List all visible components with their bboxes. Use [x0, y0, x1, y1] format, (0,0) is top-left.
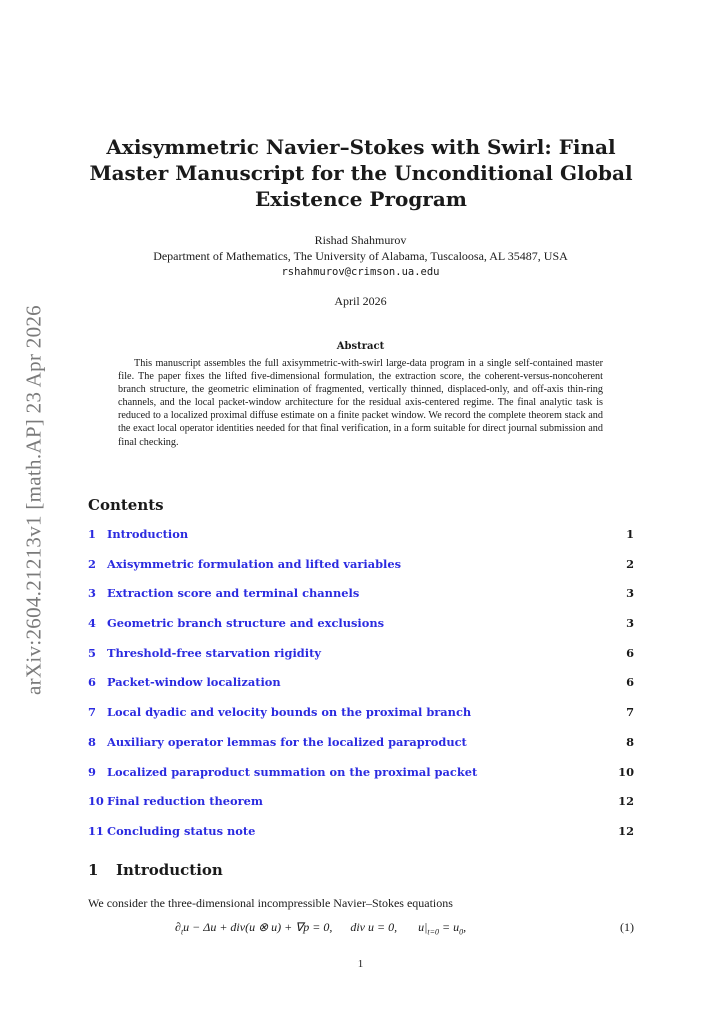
- toc-entry[interactable]: [88, 527, 634, 557]
- toc-title[interactable]: Final reduction theorem: [107, 794, 263, 809]
- section-heading: [88, 861, 223, 879]
- toc-entry[interactable]: [88, 824, 634, 854]
- toc-number: 5: [88, 645, 96, 660]
- paper-date: April 2026: [334, 294, 387, 308]
- table-of-contents: [88, 527, 634, 854]
- toc-number: 9: [88, 764, 96, 779]
- toc-page: 12: [618, 823, 634, 838]
- toc-number: 8: [88, 734, 96, 749]
- toc-number: 6: [88, 675, 96, 690]
- toc-title[interactable]: Threshold-free starvation rigidity: [107, 645, 321, 660]
- author-block: [60, 232, 661, 280]
- toc-page: 7: [626, 705, 634, 720]
- toc-page: 3: [626, 586, 634, 601]
- toc-title[interactable]: Axisymmetric formulation and lifted variables: [107, 556, 402, 571]
- toc-title[interactable]: Auxiliary operator lemmas for the localized paraproduct: [107, 734, 467, 749]
- toc-entry[interactable]: [88, 735, 634, 765]
- toc-entry[interactable]: [88, 765, 634, 795]
- author-affiliation: Department of Mathematics, The University of Alabama, Tuscaloosa, AL 35487, USA: [153, 249, 568, 263]
- navier-stokes-equation: $\partial_tu - \Delta u + div(u$ ⊗ u) + ∇p = 0, div u = 0, $u|_{t=0} = u_0$,: [175, 920, 467, 937]
- author-name: Rishad Shahmurov: [314, 233, 407, 247]
- toc-entry[interactable]: [88, 586, 634, 616]
- toc-number: 3: [88, 586, 96, 601]
- intro-paragraph: We consider the three-dimensional incompressible Navier–Stokes equations: [88, 896, 453, 910]
- toc-title[interactable]: Local dyadic and velocity bounds on the proximal branch: [107, 705, 472, 720]
- toc-page: 6: [626, 675, 634, 690]
- toc-entry[interactable]: [88, 616, 634, 646]
- contents-heading: Contents: [88, 496, 164, 514]
- abstract-text: This manuscript assembles the full axisymmetric-with-swirl large-data program in a single self-contained master file. The paper fixes the lifted five-dimensional formulation, the extraction score, the coherent-versus-noncoherent branch structure, the geometric elimination of fragmented, vertically thinned, displaced-only, and off-axis thin-ring channels, and the local packet-window architecture for the residual axis-centered regime. The final analytic task is reduced to a localized proximal diffuse estimate on a finite packet window. We record the complete theorem stack and the exact local operator identities needed for that final verification, in a form suitable for direct journal submission and final checking.: [118, 358, 603, 448]
- toc-page: 3: [626, 616, 634, 631]
- toc-page: 12: [618, 794, 634, 809]
- toc-number: 10: [88, 794, 104, 809]
- toc-page: 2: [626, 556, 634, 571]
- toc-title[interactable]: Extraction score and terminal channels: [107, 586, 360, 601]
- arxiv-identifier-sidebar: [6, 280, 62, 720]
- paper-title: Axisymmetric Navier–Stokes with Swirl: Final Master Manuscript for the Unconditional Global Existence Program: [89, 135, 633, 211]
- toc-entry[interactable]: [88, 794, 634, 824]
- toc-page: 10: [618, 764, 634, 779]
- toc-page: 8: [626, 734, 634, 749]
- toc-title[interactable]: Packet-window localization: [107, 675, 281, 690]
- section-title: Introduction: [116, 861, 223, 879]
- section-number: 1: [88, 861, 99, 879]
- toc-entry[interactable]: [88, 705, 634, 735]
- equation-number: (1): [620, 920, 634, 934]
- toc-title[interactable]: Concluding status note: [107, 823, 256, 838]
- toc-entry[interactable]: [88, 557, 634, 587]
- toc-number: 4: [88, 616, 96, 631]
- toc-page: 6: [626, 645, 634, 660]
- toc-number: 11: [88, 823, 104, 838]
- toc-title[interactable]: Introduction: [107, 527, 189, 541]
- toc-title[interactable]: Geometric branch structure and exclusions: [107, 616, 385, 631]
- toc-number: 7: [88, 705, 96, 720]
- toc-number: 2: [88, 556, 96, 571]
- author-email[interactable]: rshahmurov@crimson.ua.edu: [281, 266, 440, 278]
- toc-page: 1: [626, 527, 634, 541]
- toc-entry[interactable]: [88, 675, 634, 705]
- abstract-heading: Abstract: [336, 341, 385, 352]
- page-number: 1: [357, 958, 364, 970]
- toc-title[interactable]: Localized paraproduct summation on the proximal packet: [107, 764, 478, 779]
- toc-number: 1: [88, 527, 96, 541]
- toc-entry[interactable]: [88, 646, 634, 676]
- arxiv-identifier: arXiv:2604.21213v1 [math.AP] 23 Apr 2026: [21, 305, 46, 695]
